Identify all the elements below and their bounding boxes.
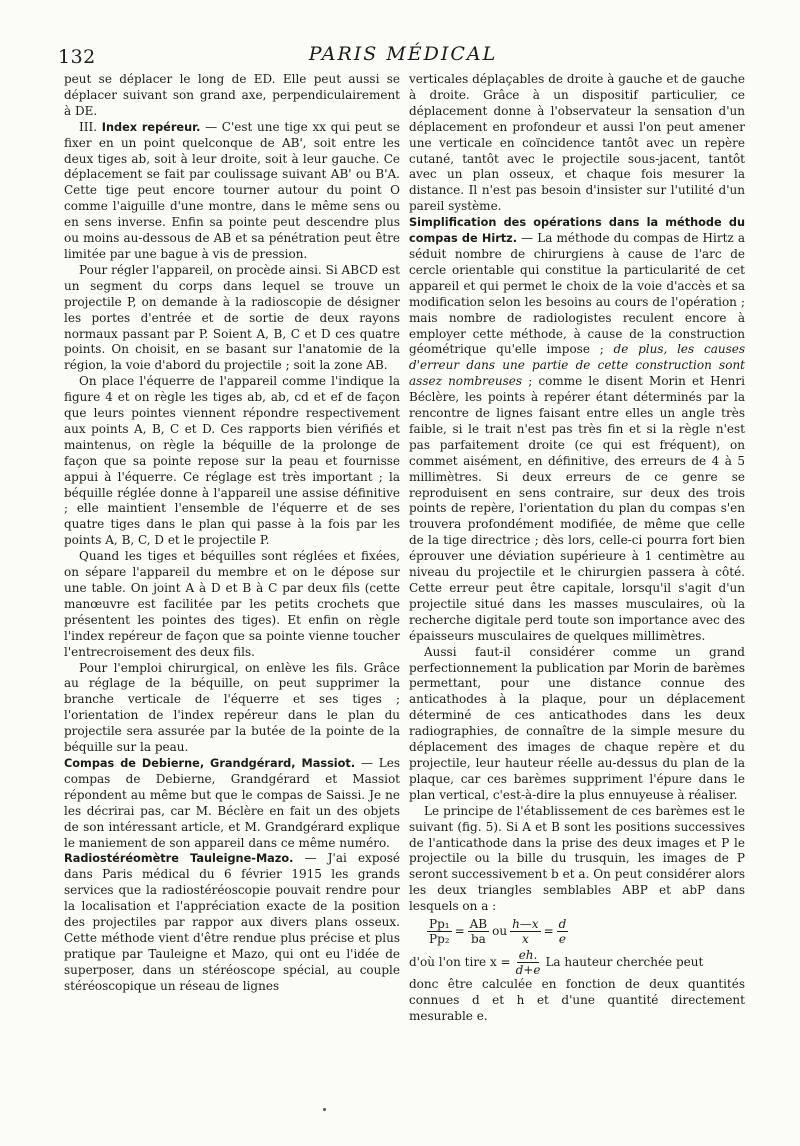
paragraph-text: — La méthode du compas de Hirtz a séduit nombre de chirurgiens à cause de l'arc de cercle orientable qui constitue la particularité de cet appareil et qui permet le choix de la voie d'accès et sa modification selon les besoins au cours de l'opération ; mais nombre de radiologistes reculent encore à employer cette méthode, à cause de la construction géométrique qu'elle impose ; (409, 231, 745, 357)
paragraph: Aussi faut-il considérer comme un grand perfectionnement la publication par Morin de barèmes permettant, pour une distance connue des anticathodes à la plaque, pour un déplacement déterminé de ces anticathodes dans les deux radiographies, de connaître de la simple mesure du déplacement des images de chaque repère et du projectile, leur hauteur réelle au-dessus du plan de la plaque, car ces barèmes suppriment l'épure dans le plan vertical, c'est-à-dire la plus ennuyeuse à réaliser. (409, 644, 745, 802)
paragraph: donc être calculée en fonction de deux quantités connues d et h et d'une quantité directement mesurable e. (409, 977, 745, 1023)
denominator: ba (470, 932, 486, 947)
equation-ratios (424, 917, 745, 946)
numerator: h—x (512, 917, 539, 932)
fraction (514, 948, 543, 977)
page-header (58, 40, 748, 70)
paragraph-text: ; comme le disent Morin et Henri Béclère, les points à repérer étant déterminés par la rencontre de lignes faisant entre elles un angle très faible, si le trait n'est pas très fin et si la règle n'est pas parfaitement droite (ce qui est fréquent), on commet aisément, en définitive, des erreurs de 4 à 5 millimètres. Si deux erreurs de ce genre se reproduisent en sens contraire, sur deux des trois points de repère, l'orientation du plan du compas s'en trouvera profondément modifiée, de même que celle de la tige directrice ; dès lors, celle-ci pourra fort bien éprouver une déviation supérieure à 1 centimètre au niveau du projectile et le chirurgien passera à côté. Cette erreur peut être capitale, lorsqu'il s'agit d'un projectile situé dans les masses musculaires, où la recherche digitale perd toute son importance avec des épaisseurs musculaires de quelques millimètres. (409, 374, 745, 643)
equals-sign: = (543, 923, 554, 938)
equation-prefix: d'où l'on tire x = (409, 954, 511, 969)
numerator: AB (469, 917, 488, 932)
paragraph: Le principe de l'établissement de ces barèmes est le suivant (fig. 5). Si A et B sont les positions successives de l'anticathode dans la prise des deux images et P le projectile ou la bille du trusquin, les images de P seront successivement b et a. On peut considérer alors les deux triangles semblables ABP et abP dans lesquels on a : (409, 803, 745, 914)
section-heading: Compas de Debierne, Grandgérard, Massiot. (64, 756, 356, 770)
denominator: d+e (515, 963, 541, 978)
equation-suffix: La hauteur cherchée peut (545, 954, 704, 969)
paragraph-text: — C'est une tige xx qui peut se fixer en un point quelconque de AB', soit entre les deux tiges ab, soit à leur droite, soit à leur gauche. Ce déplacement se fait par coulissage suivant AB' ou B'A. Cette tige peut encore tourner autour du point O comme l'aiguille d'une montre, dans le même sens ou en sens inverse. Enfin sa pointe peut descendre plus ou moins au-dessous de AB et sa pénétration peut être limitée par une bague à vis de pression. (64, 119, 400, 261)
print-mark (323, 1108, 326, 1111)
equation-solution (409, 948, 745, 977)
page-number: 132 (58, 46, 96, 68)
equals-sign: = (454, 923, 465, 938)
denominator: x (521, 932, 529, 947)
paragraph-text: — J'ai exposé dans Paris médical du 6 février 1915 les grands services que la radiostéréoscopie pouvait rendre pour la localisation et l'appréciation exacte de la position des projectiles par rappor aux divers plans osseux. Cette méthode vient d'être rendue plus précise et plus pratique par Tauleigne et Mazo, qui ont eu l'idée de superposer, dans un stéréoscope spécial, au couple stéréoscopique un réseau de lignes (64, 851, 400, 993)
paragraph-radiostereometre (64, 851, 400, 994)
fraction (427, 917, 452, 946)
fraction (557, 917, 569, 946)
paragraph: Pour régler l'appareil, on procède ainsi. Si ABCD est un segment du corps dans lequel se trouve un projectile P, on demande à la radioscopie de désigner les portes d'entrée et de sortie de deux rayons normaux passant par P. Soient A, B, C et D ces quatre points. On choisit, en se basant sur l'anatomie de la région, la voie d'abord du projectile ; soit la zone AB. (64, 262, 400, 373)
numerator: d (558, 917, 567, 932)
right-column (409, 72, 745, 1025)
paragraph: On place l'équerre de l'appareil comme l'indique la figure 4 et on règle les tiges ab, ab, cd et ef de façon que leurs pointes viennent répondre respectivement aux points A, B, C et D. Ces rapports bien vérifiés et maintenus, on règle la béquille de la prolonge de façon que sa pointe repose sur la peau et fournisse appui à l'équerre. Ce réglage est très important ; la béquille réglée donne à l'appareil une assise définitive ; elle maintient l'ensemble de l'équerre et de ses quatre tiges dans le plan qui passe à la fois par les points A, B, C, D et le projectile P. (64, 374, 400, 548)
section-heading: Radiostéréomètre Tauleigne-Mazo. (64, 852, 294, 866)
paragraph-text: — Les compas de Debierne, Grandgérard et Massiot répondent au même but que le compas de Saissi. Je ne les décrirai pas, car M. Béclère en fait un des objets de son intéressant article, et M. Grandgérard explique le maniement de son appareil dans ce même numéro. (64, 755, 400, 850)
numerator: eh. (518, 948, 538, 963)
paragraph: peut se déplacer le long de ED. Elle peut aussi se déplacer suivant son grand axe, perpendiculairement à DE. (64, 72, 400, 118)
denominator: Pp₂ (429, 932, 450, 947)
left-column (64, 72, 400, 995)
numerator: Pp₁ (429, 917, 450, 932)
paragraph: Quand les tiges et béquilles sont réglées et fixées, on sépare l'appareil du membre et on le dépose sur une table. On joint A à D et B à C par deux fils (cette manœuvre est facilitée par les petits crochets que présentent les pointes des tiges). Et enfin on règle l'index repéreur de façon que sa pointe vienne toucher l'entrecroisement des deux fils. (64, 549, 400, 659)
or-word: ou (492, 923, 508, 938)
denominator: e (558, 932, 567, 947)
running-title: PARIS MÉDICAL (308, 43, 498, 65)
fraction (510, 917, 541, 946)
paragraph: verticales déplaçables de droite à gauche et de gauche à droite. Grâce à un dispositif particulier, ce déplacement donne à l'observateur la sensation d'un déplacement en profondeur et aussi l'on peut amener une verticale en coïncidence tantôt avec un repère cutané, tantôt avec le projectile sous-jacent, tantôt avec un plan osseux, et chaque fois mesurer la distance. Il n'est pas besoin d'insister sur l'utilité d'un pareil système. (409, 72, 745, 214)
paragraph-index-repereur (64, 120, 400, 263)
section-heading: Index repéreur. (101, 120, 201, 134)
section-number: III. (79, 119, 102, 134)
paragraph-hirtz (409, 215, 745, 644)
paragraph-compas-debierne (64, 756, 400, 851)
fraction (468, 917, 489, 946)
paragraph: Pour l'emploi chirurgical, on enlève les fils. Grâce au réglage de la béquille, on peut supprimer la branche verticale de l'équerre et ses tiges ; l'orientation de l'index repéreur dans le plan du projectile sera assurée par la butée de la pointe de la béquille sur la peau. (64, 660, 400, 755)
section-heading: Simplification des opérations dans la méthode du compas de Hirtz. (409, 216, 745, 246)
italic-text: de plus, les causes d'erreur dans une partie de cette construction sont assez nombreuses (409, 342, 745, 389)
